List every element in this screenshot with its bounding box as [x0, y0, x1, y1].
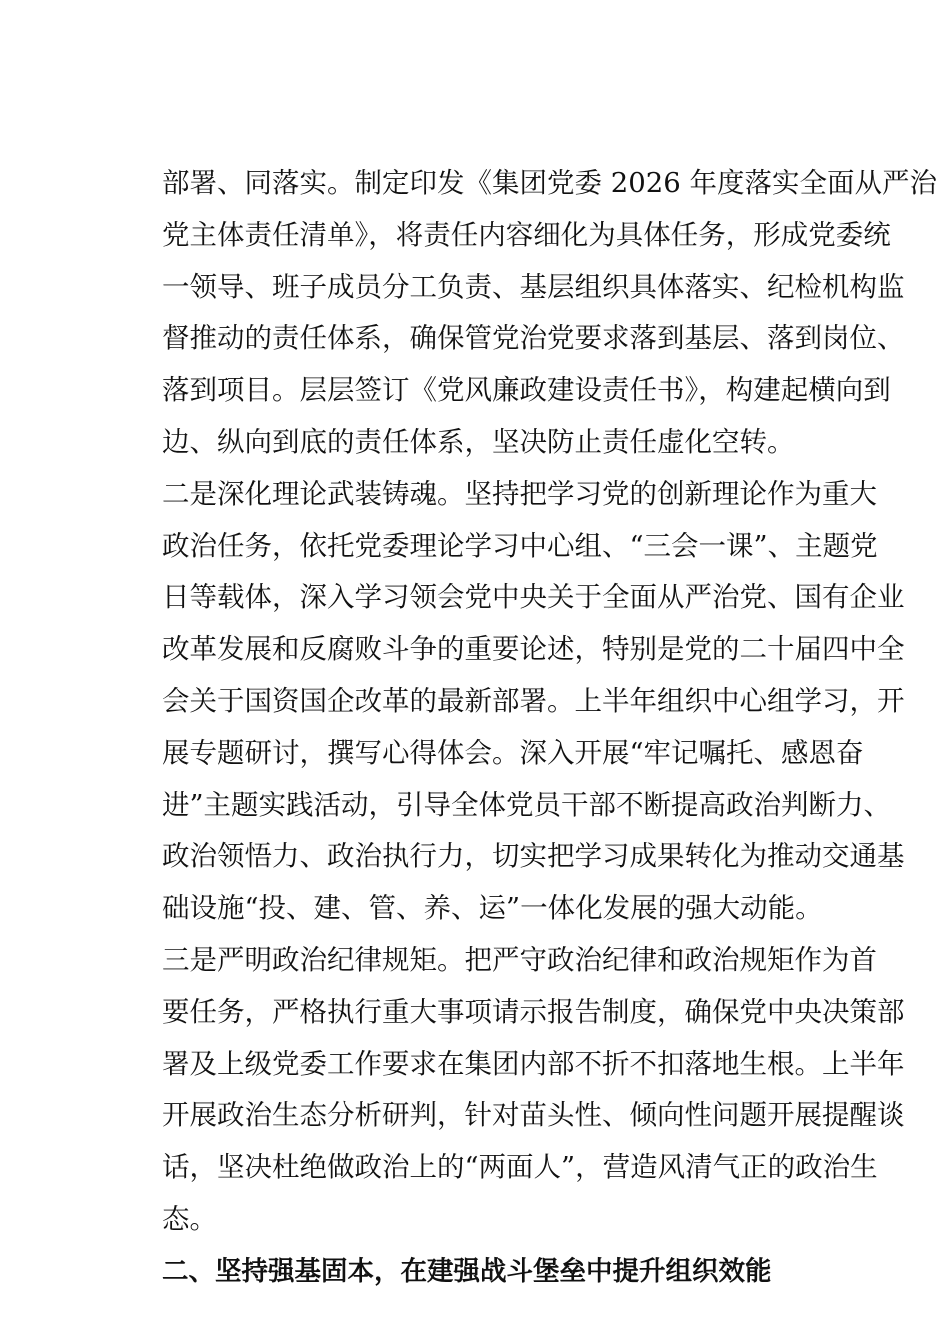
- paragraph-line: 二是深化理论武装铸魂。坚持把学习党的创新理论作为重大: [162, 477, 877, 510]
- paragraph-line: 改革发展和反腐败斗争的重要论述，特别是党的二十届四中全: [162, 633, 905, 666]
- paragraph-2: [162, 469, 905, 935]
- paragraph-line: 础设施“投、建、管、养、运”一体化发展的强大动能。: [162, 892, 823, 925]
- paragraph-line: 态。: [162, 1202, 217, 1235]
- paragraph-line: 落到项目。层层签订《党风廉政建设责任书》，构建起横向到: [162, 374, 891, 407]
- paragraph-line: 政治任务，依托党委理论学习中心组、“三会一课”、主题党: [162, 529, 878, 562]
- paragraph-line: 边、纵向到底的责任体系，坚决防止责任虚化空转。: [162, 425, 795, 458]
- paragraph-line: 三是严明政治纪律规矩。把严守政治纪律和政治规矩作为首: [162, 943, 877, 976]
- paragraph-line: 会关于国资国企改革的最新部署。上半年组织中心组学习，开: [162, 684, 905, 717]
- paragraph-line: 话，坚决杜绝做政治上的“两面人”，营造风清气正的政治生: [162, 1151, 878, 1184]
- paragraph-line: 署及上级党委工作要求在集团内部不折不扣落地生根。上半年: [162, 1047, 905, 1080]
- paragraph-line: 督推动的责任体系，确保管党治党要求落到基层、落到岗位、: [162, 322, 905, 355]
- paragraph-line: 开展政治生态分析研判，针对苗头性、倾向性问题开展提醒谈: [162, 1099, 905, 1132]
- section-heading: 二、坚持强基固本，在建强战斗堡垒中提升组织效能: [162, 1255, 772, 1287]
- paragraph-line: 日等载体，深入学习领会党中央关于全面从严治党、国有企业: [162, 581, 905, 614]
- paragraph-line: 党主体责任清单》，将责任内容细化为具体任务，形成党委统: [162, 218, 891, 251]
- paragraph-3: [162, 935, 905, 1246]
- paragraph-line: 进”主题实践活动，引导全体党员干部不断提高政治判断力、: [162, 788, 892, 821]
- document-body: [162, 158, 937, 1298]
- paragraph-line: 展专题研讨，撰写心得体会。深入开展“牢记嘱托、感恩奋: [162, 736, 864, 769]
- paragraph-line: 政治领悟力、政治执行力，切实把学习成果转化为推动交通基: [162, 840, 905, 873]
- paragraph-line: 要任务，严格执行重大事项请示报告制度，确保党中央决策部: [162, 995, 905, 1028]
- paragraph-line: 部署、同落实。制定印发《集团党委 2026 年度落实全面从严治: [162, 167, 937, 199]
- paragraph-1: [162, 158, 937, 469]
- paragraph-line: 一领导、班子成员分工负责、基层组织具体落实、纪检机构监: [162, 270, 905, 303]
